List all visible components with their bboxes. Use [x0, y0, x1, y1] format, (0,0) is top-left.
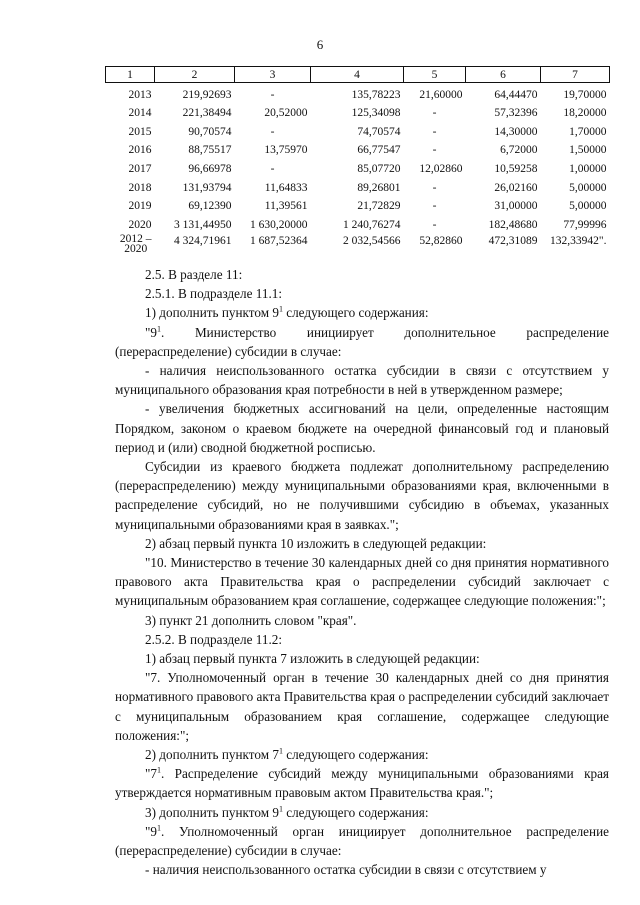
table-total-row	[106, 232, 610, 256]
header-cell: 1	[106, 67, 155, 83]
value-cell: 20,52000	[264, 107, 308, 120]
text-run: . Распределение субсидий между муниципальными образованиями края утверждается нормативным правовым актом Правительства края.";	[115, 766, 609, 801]
text-run: 3) дополнить пунктом 9	[145, 804, 279, 820]
header-cell: 2	[155, 67, 235, 83]
total-year-cell	[106, 232, 155, 256]
value-cell: 66,77547	[357, 144, 401, 157]
superscript: 1	[278, 804, 283, 814]
value-cell: 64,44470	[494, 88, 538, 101]
text-run: следующего содержания:	[282, 804, 429, 820]
year-cell: 2013	[128, 88, 152, 101]
subsidy-table	[105, 66, 610, 256]
value-cell: 125,34098	[351, 107, 401, 120]
paragraph	[115, 745, 609, 764]
paragraph: - увеличения бюджетных ассигнований на цели, определенные настоящим Порядком, законом о краевом бюджете на очередной финансовый год и плановый период и (или) сводной бюджетной росписью.	[115, 401, 609, 455]
value-cell: 89,26801	[357, 181, 401, 194]
table-row	[106, 139, 610, 158]
value-cell: -	[270, 162, 275, 175]
value-cell: 69,12390	[188, 200, 232, 213]
value-cell: 21,60000	[419, 88, 463, 101]
total-year-top: 2012 –	[119, 232, 152, 245]
value-cell: 10,59258	[494, 162, 538, 175]
value-cell: 1 630,20000	[250, 218, 308, 231]
paragraph	[115, 803, 609, 822]
table-row	[106, 195, 610, 214]
paragraph: 1) абзац первый пункта 7 изложить в следующей редакции:	[145, 651, 480, 667]
value-cell: 131,93794	[182, 181, 232, 194]
paragraph: "7. Уполномоченный орган в течение 30 календарных дней со дня принятия нормативного правового акта Правительства края о распределении субсидий заключает с муниципальным образованием края соглашение, содержащее следующие положения:";	[115, 670, 609, 743]
total-cell: 472,31089	[488, 234, 538, 247]
superscript: 1	[156, 823, 161, 833]
value-cell: -	[432, 200, 437, 213]
value-cell: -	[432, 144, 437, 157]
value-cell: 1,70000	[569, 125, 607, 138]
value-cell: -	[432, 181, 437, 194]
total-cell: 52,82860	[419, 234, 463, 247]
year-cell: 2020	[128, 218, 152, 231]
value-cell: 88,75517	[188, 144, 232, 157]
value-cell: 3 131,44950	[174, 218, 232, 231]
paragraph: 2.5.1. В подразделе 11.1:	[145, 286, 283, 302]
year-cell: 2015	[128, 125, 152, 138]
paragraph: - наличия неиспользованного остатка субсидии в связи с отсутствием у	[145, 862, 547, 878]
table-row	[106, 176, 610, 195]
header-cell: 5	[404, 67, 466, 83]
value-cell: 1 240,76274	[343, 218, 401, 231]
paragraph	[115, 822, 609, 860]
year-cell: 2019	[128, 200, 152, 213]
table-header-row	[106, 67, 610, 83]
value-cell: -	[270, 125, 275, 138]
text-run: 1) дополнить пунктом 9	[145, 305, 279, 321]
value-cell: 13,75970	[264, 144, 308, 157]
value-cell: 221,38494	[182, 107, 232, 120]
superscript: 1	[156, 324, 161, 334]
year-cell: 2014	[128, 107, 152, 120]
value-cell: 14,30000	[494, 125, 538, 138]
table-row	[106, 120, 610, 139]
value-cell: 74,70574	[357, 125, 401, 138]
value-cell: 1,00000	[569, 162, 607, 175]
value-cell: 57,32396	[494, 107, 538, 120]
value-cell: 6,72000	[500, 144, 538, 157]
paragraph: 3) пункт 21 дополнить словом "края".	[145, 612, 357, 628]
text-run: . Министерство инициирует дополнительное распределение (перераспределение) субсидии в случае:	[115, 324, 609, 359]
value-cell: 31,00000	[494, 200, 538, 213]
paragraph: Субсидии из краевого бюджета подлежат дополнительному распределению (перераспределению) между муниципальными образованиями края, включенными в распределение субсидий, но не получившими субсидию в объемах, указанных муниципальными образованиями края в заявках.";	[115, 459, 609, 532]
year-cell: 2017	[128, 162, 152, 175]
value-cell: 12,02860	[419, 162, 463, 175]
header-cell: 6	[466, 67, 541, 83]
value-cell: 5,00000	[569, 200, 607, 213]
superscript: 1	[278, 746, 283, 756]
text-run: "7	[145, 766, 157, 782]
table-row	[106, 157, 610, 176]
header-cell: 4	[311, 67, 404, 83]
total-cell: 4 324,71961	[174, 234, 232, 247]
value-cell: 135,78223	[351, 88, 401, 101]
paragraph: - наличия неиспользованного остатка субсидии в связи с отсутствием у муниципального образования края потребности в ней в утвержденном размере;	[115, 363, 609, 398]
value-cell: 26,02160	[494, 181, 538, 194]
value-cell: -	[432, 125, 437, 138]
total-cell: 132,33942".	[550, 234, 607, 247]
paragraph	[115, 303, 609, 322]
value-cell: 19,70000	[563, 88, 607, 101]
text-run: . Уполномоченный орган инициирует дополнительное распределение (перераспределение) субсидии в случае:	[115, 823, 609, 859]
total-year-bottom: 2020	[124, 242, 148, 255]
value-cell: 11,64833	[264, 181, 308, 194]
value-cell: -	[270, 88, 275, 101]
paragraph: 2.5.2. В подразделе 11.2:	[145, 631, 283, 647]
page-number: 6	[316, 37, 324, 52]
table-row	[106, 83, 610, 102]
header-cell: 7	[541, 67, 610, 83]
value-cell: 219,92693	[182, 88, 232, 101]
text-run: "9	[145, 324, 157, 340]
paragraph: "10. Министерство в течение 30 календарных дней со дня принятия нормативного правового акта Правительства края о распределении субсидий заключает с муниципальным образованием края соглашение, содержащее следующие положения:";	[115, 555, 609, 609]
document-body	[115, 265, 609, 880]
value-cell: -	[432, 107, 437, 120]
total-cell: 2 032,54566	[343, 234, 401, 247]
text-run: следующего содержания:	[282, 747, 429, 763]
value-cell: 85,07720	[357, 162, 401, 175]
table-row	[106, 213, 610, 232]
text-run: 2) дополнить пунктом 7	[145, 747, 279, 763]
value-cell: 21,72829	[357, 200, 401, 213]
table-body	[106, 83, 610, 256]
value-cell: 18,20000	[563, 107, 607, 120]
superscript: 1	[278, 305, 283, 315]
value-cell: 182,48680	[488, 218, 538, 231]
year-cell: 2016	[128, 144, 152, 157]
total-cell: 1 687,52364	[250, 234, 308, 247]
paragraph: 2) абзац первый пункта 10 изложить в следующей редакции:	[145, 535, 487, 551]
value-cell: 5,00000	[569, 181, 607, 194]
value-cell: -	[432, 218, 437, 231]
text-run: "9	[145, 823, 157, 839]
paragraph	[115, 764, 609, 802]
table-row	[106, 102, 610, 121]
value-cell: 1,50000	[569, 144, 607, 157]
text-run: следующего содержания:	[282, 305, 429, 321]
value-cell: 90,70574	[188, 125, 232, 138]
paragraph: 2.5. В разделе 11:	[145, 267, 243, 282]
header-cell: 3	[235, 67, 311, 83]
value-cell: 11,39561	[264, 200, 308, 213]
paragraph	[115, 323, 609, 361]
value-cell: 96,66978	[188, 162, 232, 175]
value-cell: 77,99996	[563, 218, 607, 231]
superscript: 1	[156, 765, 161, 775]
year-cell: 2018	[128, 181, 152, 194]
